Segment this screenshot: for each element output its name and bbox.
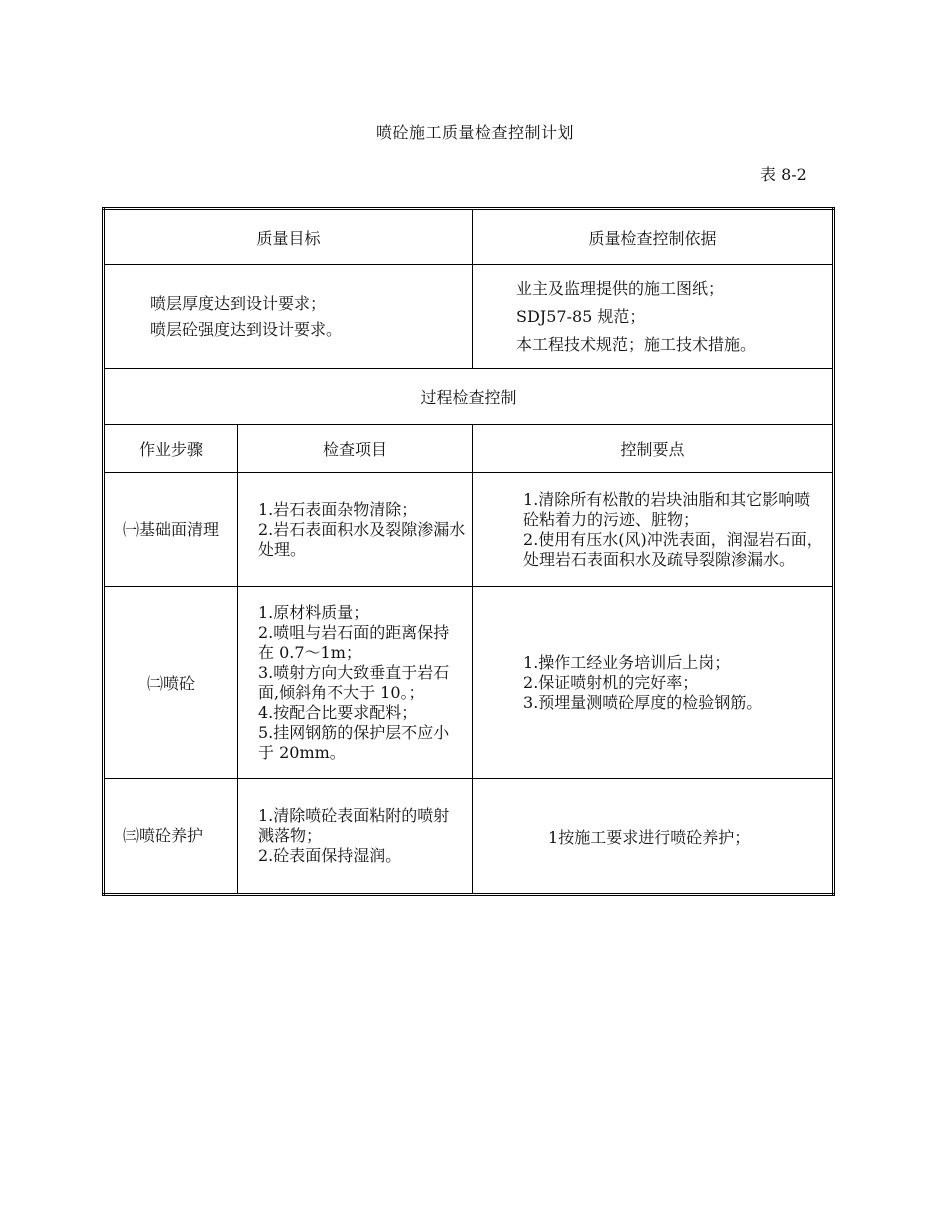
- goal-basis-row: [104, 265, 834, 369]
- table-number: 表 8-2: [760, 165, 807, 184]
- col-points-header: 控制要点: [473, 425, 834, 473]
- items-cell: [238, 473, 473, 587]
- check-item: 4.按配合比要求配料；: [258, 702, 418, 722]
- check-item: 3.喷射方向大致垂直于岩石面,倾斜角不大于 10。；: [258, 662, 450, 702]
- quality-goal-header: 质量目标: [104, 209, 473, 265]
- quality-control-table: [102, 207, 835, 896]
- step-cell: ㈠基础面清理: [104, 473, 238, 587]
- col-items-header: 检查项目: [238, 425, 473, 473]
- basis-cell: [473, 265, 834, 369]
- items-cell: [238, 779, 473, 895]
- basis-item: 业主及监理提供的施工图纸；: [516, 278, 725, 298]
- check-item: 5.挂网钢筋的保护层不应小于 20mm。: [258, 722, 450, 762]
- table-row: [104, 473, 834, 587]
- control-point: 3.预埋量测喷砼厚度的检验钢筋。: [523, 692, 763, 712]
- process-title-row: [104, 369, 834, 425]
- document-title: 喷砼施工质量检查控制计划: [375, 123, 574, 142]
- table-row: [104, 779, 834, 895]
- control-point: 1.操作工经业务培训后上岗；: [523, 652, 731, 672]
- goal-item: 喷层厚度达到设计要求；: [150, 293, 327, 313]
- check-item: 2.砼表面保持湿润。: [258, 846, 402, 865]
- control-point: 1.清除所有松散的岩块油脂和其它影响喷砼粘着力的污迹、脏物；: [523, 489, 811, 529]
- basis-header: 质量检查控制依据: [473, 209, 834, 265]
- control-point: 2.保证喷射机的完好率；: [523, 672, 699, 692]
- header-row: [104, 209, 834, 265]
- goal-item: 喷层砼强度达到设计要求。: [150, 319, 343, 339]
- process-header-row: [104, 425, 834, 473]
- basis-item: SDJ57-85 规范；: [516, 306, 646, 326]
- control-point: 2.使用有压水(风)冲洗表面，润湿岩石面，处理岩石表面积水及疏导裂隙渗漏水。: [523, 529, 823, 569]
- col-step-header: 作业步骤: [104, 425, 238, 473]
- check-item: 1.原材料质量；: [258, 602, 370, 622]
- check-item: 2.岩石表面积水及裂隙渗漏水处理。: [258, 519, 466, 559]
- table-row: [104, 587, 834, 779]
- items-cell: [238, 587, 473, 779]
- points-cell: [473, 779, 834, 895]
- check-item: 1.岩石表面杂物清除；: [258, 499, 418, 519]
- step-cell: ㈢喷砼养护: [104, 779, 238, 895]
- step-cell: ㈡喷砼: [104, 587, 238, 779]
- points-cell: [473, 587, 834, 779]
- process-title: 过程检查控制: [104, 369, 834, 425]
- check-item: 1.清除喷砼表面粘附的喷射溅落物；: [258, 806, 450, 845]
- control-point: 1按施工要求进行喷砼养护；: [548, 827, 751, 847]
- basis-item: 本工程技术规范；施工技术措施。: [516, 334, 757, 354]
- goals-cell: [104, 265, 473, 369]
- points-cell: [473, 473, 834, 587]
- check-item: 2.喷咀与岩石面的距离保持在 0.7～1m；: [258, 622, 450, 662]
